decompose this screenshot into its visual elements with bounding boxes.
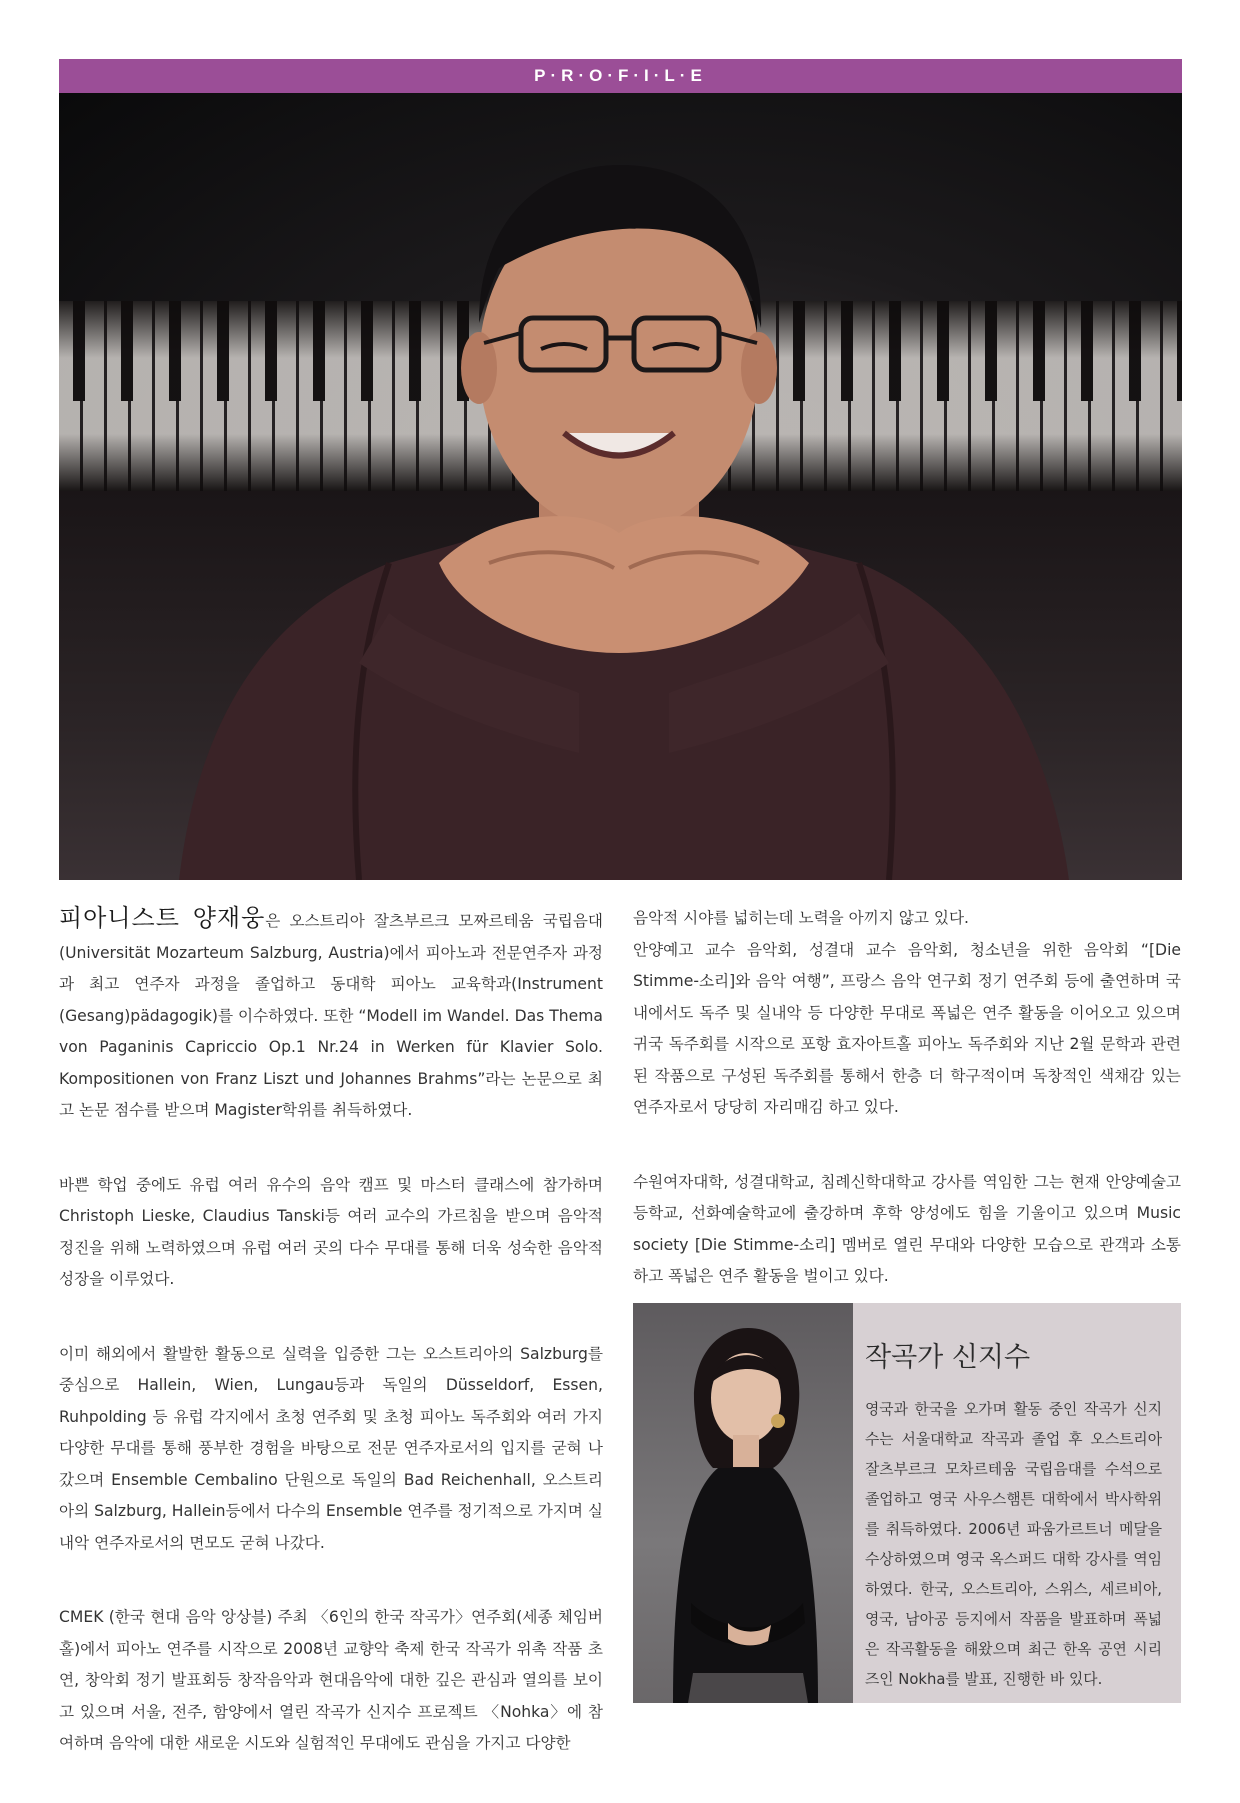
lead-name: 피아니스트 양재웅 (59, 904, 266, 932)
bio-paragraph-1 (59, 903, 603, 1127)
bio-paragraph-4: CMEK (한국 현대 음악 앙상블) 주최 〈6인의 한국 작곡가〉연주회(세종 체임버홀)에서 피아노 연주를 시작으로 2008년 교향악 축제 한국 작곡가 위촉 작품 초연, 창악회 정기 발표회등 창작음악과 현대음악에 대한 깊은 관심과 열의를 보이고 있으며 서울, 전주, 함양에서 열린 작곡가 신지수 프로젝트 〈Nohka〉에 참여하며 음악에 대한 새로운 시도와 실험적인 무대에도 관심을 가지고 다양한 (59, 1608, 603, 1752)
right-column (633, 903, 1181, 1336)
bio-paragraph-1-text: 은 오스트리아 잘츠부르크 모짜르테움 국립음대(Universität Mozarteum Salzburg, Austria)에서 피아노과 전문연주자 과정과 최고 연주자 과정을 졸업하고 동대학 피아노 교육학과(Instrument (Gesang)pädagogik)를 이수하였다. 또한 “Modell im Wandel. Das Thema von Paganinis Capriccio Op.1 Nr.24 in Werken für Klavier Solo. Kompositionen von Franz Liszt und Johannes Brahms”라는 논문으로 최고 논문 점수를 받으며 Magister학위를 취득하였다. (59, 912, 603, 1119)
pianist-portrait (59, 93, 1182, 880)
bio-paragraph-2: 바쁜 학업 중에도 유럽 여러 유수의 음악 캠프 및 마스터 클래스에 참가하며 Christoph Lieske, Claudius Tanski등 여러 교수의 가르침을 받으며 음악적 정진을 위해 노력하였으며 유럽 여러 곳의 다수 무대를 통해 더욱 성숙한 음악적 성장을 이루었다. (59, 1175, 603, 1288)
profile-banner: P·R·O·F·I·L·E (59, 59, 1182, 93)
composer-bio: 영국과 한국을 오가며 활동 중인 작곡가 신지수는 서울대학교 작곡과 졸업 후 오스트리아 잘츠부르크 모차르테움 국립음대를 수석으로 졸업하고 영국 사우스햄튼 대학에서 박사학위를 취득하였다. 2006년 파움가르트너 메달을 수상하였으며 영국 옥스퍼드 대학 강사를 역임하였다. 한국, 오스트리아, 스위스, 세르비아, 영국, 남아공 등지에서 작품을 발표하며 폭넓은 작곡활동을 해왔으며 최근 한옥 공연 시리즈인 Nokha를 발표, 진행한 바 있다. (865, 1401, 1162, 1688)
left-column (59, 903, 603, 1803)
composer-title: 작곡가 신지수 (865, 1342, 1031, 1373)
bio-paragraph-5: 음악적 시야를 넓히는데 노력을 아끼지 않고 있다. 안양예고 교수 음악회, 성결대 교수 음악회, 청소년을 위한 음악회 “[Die Stimme-소리]와 음악 여행”, 프랑스 음악 연구회 정기 연주회 등에 출연하며 국내에서도 독주 및 실내악 등 다양한 무대로 폭넓은 연주 활동을 이어오고 있으며 귀국 독주회를 시작으로 포항 효자아트홀 피아노 독주회와 지난 2월 문학과 관련된 작품으로 구성된 독주회를 통해서 한층 더 학구적이며 독창적인 색채감 있는 연주자로서 당당히 자리매김 하고 있다. (633, 909, 1181, 1116)
bio-paragraph-3: 이미 해외에서 활발한 활동으로 실력을 입증한 그는 오스트리아의 Salzburg를 중심으로 Hallein, Wien, Lungau등과 독일의 Düsseldorf, Essen, Ruhpolding 등 유럽 각지에서 초청 연주회 및 초청 피아노 독주회와 여러 가지 다양한 무대를 통해 풍부한 경험을 바탕으로 전문 연주자로서의 입지를 굳혀 나갔으며 Ensemble Cembalino 단원으로 독일의 Bad Reichenhall, 오스트리아의 Salzburg, Hallein등에서 다수의 Ensemble 연주를 정기적으로 가지며 실내악 연주자로서의 면모도 굳혀 나갔다. (59, 1344, 603, 1552)
bio-paragraph-6: 수원여자대학, 성결대학교, 침례신학대학교 강사를 역임한 그는 현재 안양예술고등학교, 선화예술학교에 출강하며 후학 양성에도 힘을 기울이고 있으며 Music society [Die Stimme-소리] 멤버로 열린 무대와 다양한 모습으로 관객과 소통하고 폭넓은 연주 활동을 벌이고 있다. (633, 1172, 1181, 1285)
hero-photo (59, 93, 1182, 880)
composer-profile-box (633, 1303, 1181, 1703)
composer-photo (633, 1303, 853, 1703)
composer-portrait (633, 1303, 853, 1703)
